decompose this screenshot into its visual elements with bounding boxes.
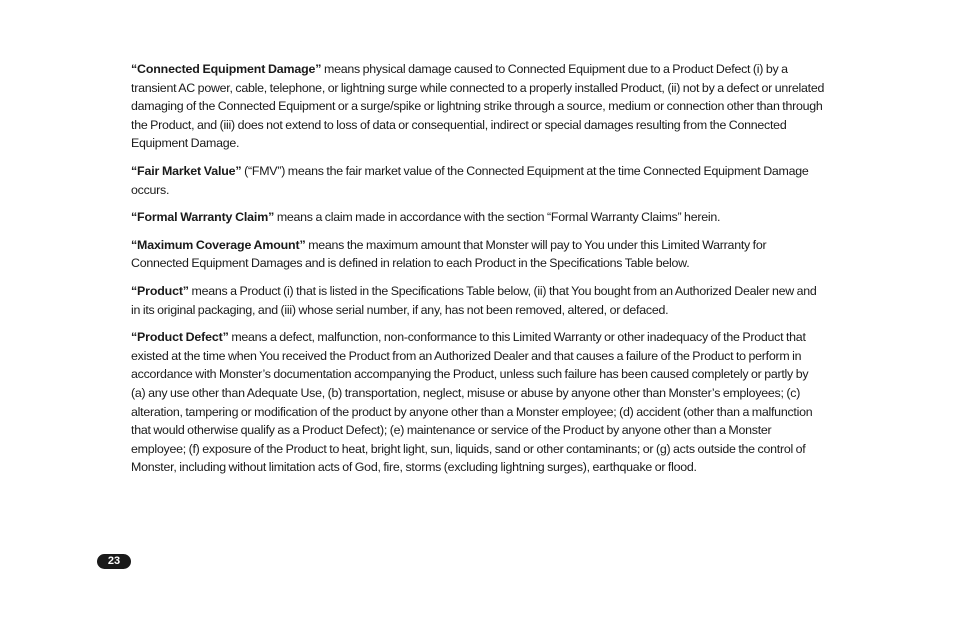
definition-text: means a defect, malfunction, non-conformance to this Limited Warranty or other inadequacy of the Product that existed at the time when You received the Product from an Authorized Dealer and that causes a failure of the Product to perform in accordance with Monster’s documentation accompanying the Product, unless such failure has been caused completely or partly by (a) any use other than Adequate Use, (b) transportation, neglect, misuse or abuse by anyone other than Monster’s employees; (c) alteration, tampering or modification of the product by anyone other than a Monster employee; (d) accident (other than a malfunction that would otherwise qualify as a Product Defect); (e) maintenance or service of the Product by anyone other than a Monster employee; (f) exposure of the Product to heat, bright light, sun, liquids, sand or other contaminants; or (g) acts outside the control of Monster, including without limitation acts of God, fire, storms (excluding lightning surges), earthquake or flood. (131, 330, 813, 475)
definition-term: “Connected Equipment Damage” (131, 62, 322, 76)
definition-text: means the maximum amount that Monster will pay to You under this Limited Warranty for Connected Equipment Damages and is defined in relation to each Product in the Specifications Table below. (131, 237, 767, 271)
definition-text: means physical damage caused to Connected Equipment due to a Product Defect (i) by a transient AC power, cable, telephone, or lightning surge while connected to a properly installed Product, (ii) not by a defect or unrelated damaging of the Connected Equipment or a surge/spike or lightning strike through a source, medium or connection other than through the Product, and (iii) does not extend to loss of data or consequential, indirect or special damages resulting from the Connected Equipment Damage. (131, 62, 825, 151)
definition-formal-warranty-claim (131, 208, 825, 227)
definition-text: means a claim made in accordance with the section “Formal Warranty Claims” herein. (274, 210, 721, 225)
definition-term: “Maximum Coverage Amount” (131, 237, 306, 252)
definition-term: “Product” (131, 283, 189, 298)
definition-product (131, 282, 825, 319)
page-number-badge: 23 (97, 554, 131, 569)
definition-term: “Formal Warranty Claim” (131, 210, 275, 225)
definition-term: “Product Defect” (131, 330, 229, 345)
definition-fair-market-value (131, 162, 825, 199)
definition-text: (“FMV”) means the fair market value of the Connected Equipment at the time Connected Equipment Damage occurs. (131, 163, 809, 197)
definitions-section (131, 60, 825, 486)
definition-text: means a Product (i) that is listed in the Specifications Table below, (ii) that You bought from an Authorized Dealer new and in its original packaging, and (iii) whose serial number, if any, has not been removed, altered, or defaced. (131, 283, 817, 317)
definition-connected-equipment-damage (131, 60, 825, 153)
definition-maximum-coverage-amount (131, 236, 825, 273)
definition-product-defect (131, 328, 825, 477)
definition-term: “Fair Market Value” (131, 163, 242, 178)
